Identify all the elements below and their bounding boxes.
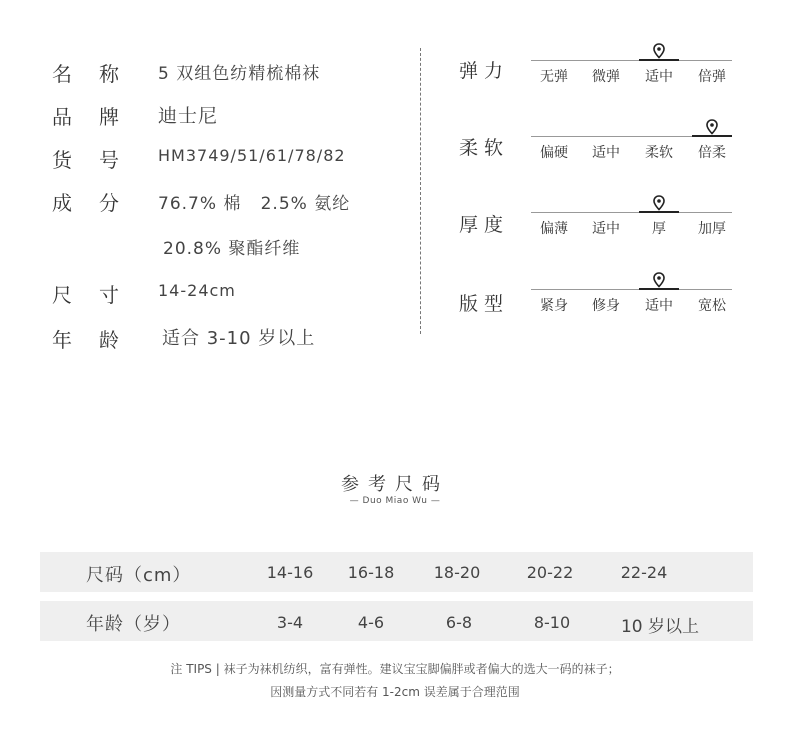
info-label-age: 年龄 bbox=[52, 328, 146, 352]
age-cell: 3-4 bbox=[276, 613, 304, 632]
scale-option: 柔软 bbox=[645, 145, 673, 161]
scale-option: 倍弹 bbox=[698, 69, 726, 85]
info-value-name: 5 双组色纺精梳棉袜 bbox=[158, 64, 321, 84]
scale-option: 紧身 bbox=[540, 298, 568, 314]
scale-option: 倍柔 bbox=[698, 145, 726, 161]
size-section-title: 参考尺码 bbox=[341, 474, 449, 495]
size-cell: 18-20 bbox=[433, 563, 481, 582]
size-section-subtitle: — Duo Miao Wu — bbox=[349, 496, 441, 506]
measurement-note: 因测量方式不同若有 1-2cm 误差属于合理范围 bbox=[270, 685, 520, 699]
info-value-size: 14-24cm bbox=[158, 281, 236, 300]
tips-note: 注 TIPS | 袜子为袜机纺织，富有弹性。建议宝宝脚偏胖或者偏大的选大一码的袜子； bbox=[170, 662, 620, 676]
scale-line bbox=[531, 60, 732, 61]
location-pin-icon bbox=[706, 119, 718, 135]
scale-option: 偏硬 bbox=[540, 145, 568, 161]
scale-option: 适中 bbox=[592, 221, 620, 237]
scale-thickness bbox=[531, 212, 732, 238]
age-cell: 10 岁以上 bbox=[620, 617, 700, 637]
size-cell: 22-24 bbox=[620, 563, 668, 582]
location-pin-icon bbox=[653, 43, 665, 59]
scale-option: 适中 bbox=[592, 145, 620, 161]
scale-option: 加厚 bbox=[698, 221, 726, 237]
scale-option: 适中 bbox=[645, 69, 673, 85]
info-value-composition-2: 20.8% 聚酯纤维 bbox=[163, 239, 301, 259]
scale-selected-segment bbox=[692, 135, 732, 137]
attr-title-softness: 柔软 bbox=[459, 137, 510, 159]
scale-option: 微弹 bbox=[592, 69, 620, 85]
scale-option: 无弹 bbox=[540, 69, 568, 85]
info-value-sku: HM3749/51/61/78/82 bbox=[158, 146, 346, 165]
age-cell: 4-6 bbox=[357, 613, 385, 632]
scale-selected-segment bbox=[639, 59, 679, 61]
location-pin-icon bbox=[653, 195, 665, 211]
scale-option: 宽松 bbox=[698, 298, 726, 314]
attr-title-thickness: 厚度 bbox=[459, 214, 510, 236]
scale-line bbox=[531, 212, 732, 213]
scale-selected-segment bbox=[639, 211, 679, 213]
info-label-composition: 成分 bbox=[52, 191, 146, 215]
info-value-age: 适合 3-10 岁以上 bbox=[162, 328, 316, 349]
scale-option: 适中 bbox=[645, 298, 673, 314]
attr-title-elasticity: 弹力 bbox=[459, 60, 510, 82]
scale-option: 偏薄 bbox=[540, 221, 568, 237]
age-row-label: 年龄（岁） bbox=[86, 614, 181, 635]
size-cell: 16-18 bbox=[347, 563, 395, 582]
scale-option: 修身 bbox=[592, 298, 620, 314]
size-row-label: 尺码（cm） bbox=[86, 565, 192, 586]
scale-option: 厚 bbox=[652, 221, 666, 237]
scale-line bbox=[531, 289, 732, 290]
size-cell: 20-22 bbox=[526, 563, 574, 582]
info-label-sku: 货号 bbox=[52, 148, 146, 172]
info-label-size: 尺寸 bbox=[52, 283, 146, 307]
info-value-brand: 迪士尼 bbox=[158, 105, 219, 127]
age-cell: 8-10 bbox=[533, 613, 571, 632]
scale-fit bbox=[531, 289, 732, 315]
attr-title-fit: 版型 bbox=[459, 293, 510, 315]
scale-elasticity bbox=[531, 60, 732, 86]
age-cell: 6-8 bbox=[445, 613, 473, 632]
info-value-composition: 76.7% 棉 2.5% 氨纶 bbox=[158, 194, 351, 214]
scale-selected-segment bbox=[639, 288, 679, 290]
info-label-name: 名称 bbox=[52, 62, 146, 86]
info-label-brand: 品牌 bbox=[52, 105, 146, 129]
vertical-divider bbox=[420, 48, 421, 334]
size-cell: 14-16 bbox=[266, 563, 314, 582]
scale-softness bbox=[531, 136, 732, 162]
location-pin-icon bbox=[653, 272, 665, 288]
